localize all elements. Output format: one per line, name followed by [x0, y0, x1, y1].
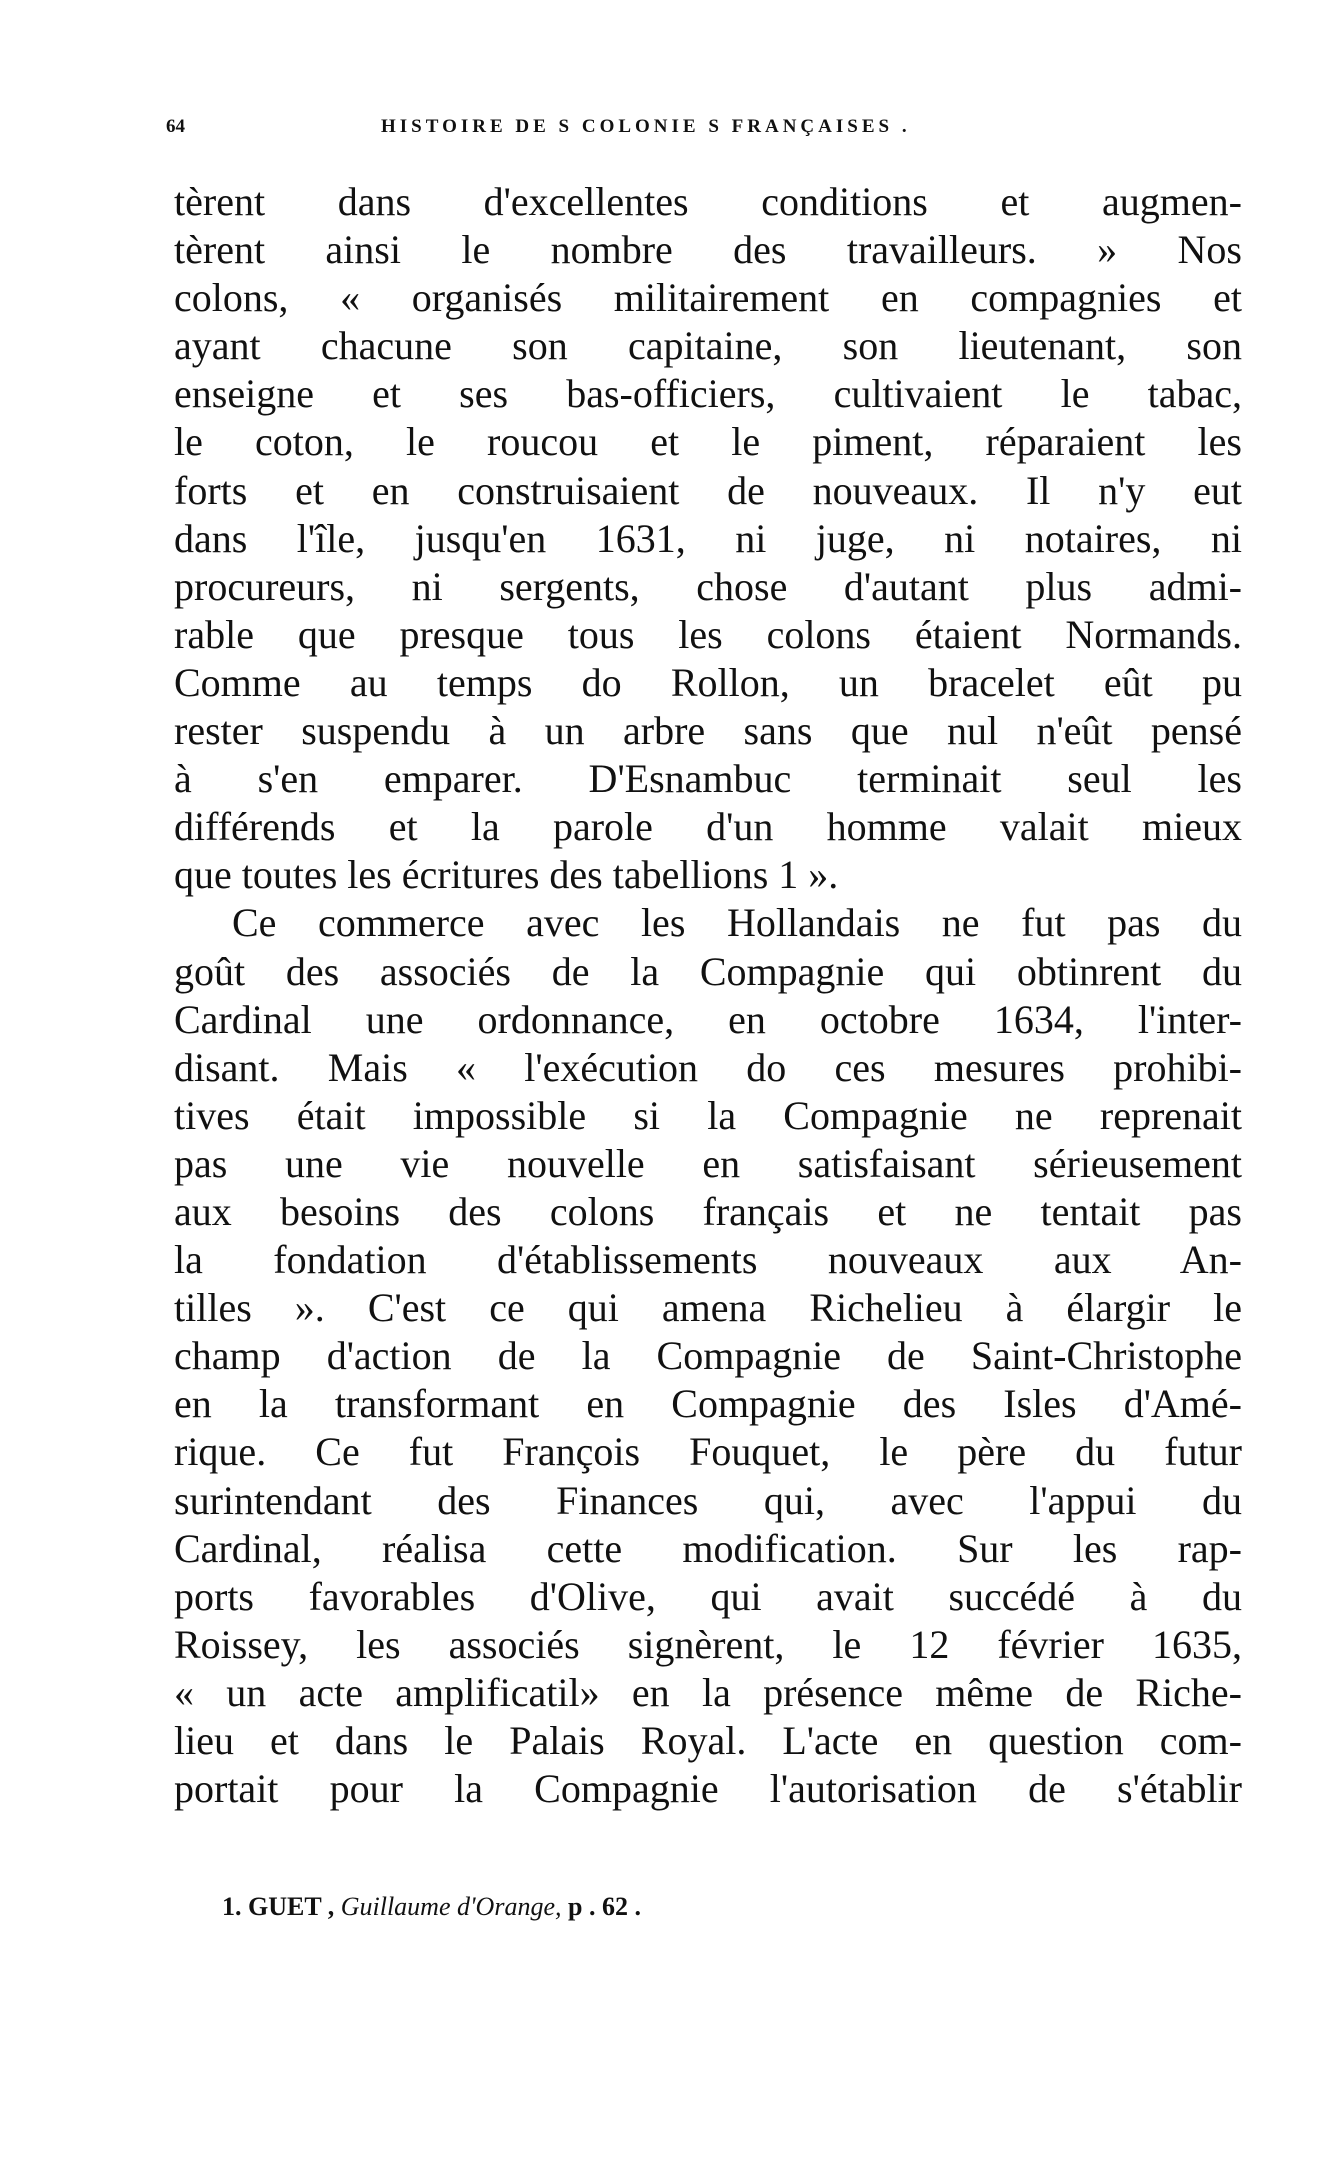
text-line: tilles ». C'est ce qui amena Richelieu à élargir le — [174, 1285, 1242, 1331]
text-line: champ d'action de la Compagnie de Saint-Christophe — [174, 1333, 1242, 1379]
text-line: à s'en emparer. D'Esnambuc terminait seul les — [174, 756, 1242, 802]
footnote-author: GUET , — [248, 1892, 335, 1921]
text-line: que toutes les écritures des tabellions 1 ». — [174, 852, 839, 898]
text-line: lieu et dans le Palais Royal. L'acte en question com- — [174, 1718, 1242, 1763]
text-line: Ce commerce avec les Hollandais ne fut pas du — [232, 900, 1242, 946]
text-line: Roissey, les associés signèrent, le 12 février 1635, — [174, 1621, 1242, 1667]
text-line: en la transformant en Compagnie des Isles d'Amé- — [174, 1381, 1242, 1427]
page-header — [166, 116, 1246, 146]
text-line: tèrent dans d'excellentes conditions et augmen- — [174, 179, 1242, 224]
text-line: aux besoins des colons français et ne tentait pas — [174, 1188, 1242, 1234]
text-line: colons, « organisés militairement en compagnies et — [174, 275, 1242, 321]
body-text — [174, 178, 1242, 1813]
text-line: rable que presque tous les colons étaient Normands. — [174, 611, 1242, 657]
text-line: pas une vie nouvelle en satisfaisant sérieusement — [174, 1140, 1242, 1186]
text-line: ayant chacune son capitaine, son lieutenant, son — [174, 323, 1242, 369]
footnote-title: Guillaume d'Orange, — [340, 1892, 562, 1921]
text-line: Cardinal une ordonnance, en octobre 1634, l'inter- — [174, 996, 1242, 1042]
text-line: enseigne et ses bas-officiers, cultivaient le tabac, — [174, 371, 1242, 417]
text-line: « un acte amplificatil» en la présence même de Riche- — [174, 1669, 1242, 1715]
footnote — [222, 1892, 641, 1922]
text-line: tèrent ainsi le nombre des travailleurs. » Nos — [174, 227, 1242, 273]
text-line: ports favorables d'Olive, qui avait succédé à du — [174, 1573, 1242, 1619]
footnote-page: p . 62 . — [567, 1892, 641, 1921]
text-line: forts et en construisaient de nouveaux. Il n'y eut — [174, 467, 1242, 513]
text-line: Comme au temps do Rollon, un bracelet eût pu — [174, 659, 1242, 705]
text-line: goût des associés de la Compagnie qui obtinrent du — [174, 948, 1242, 994]
text-line: procureurs, ni sergents, chose d'autant plus admi- — [174, 563, 1242, 609]
text-line: le coton, le roucou et le piment, réparaient les — [174, 419, 1242, 465]
text-line: différends et la parole d'un homme valait mieux — [174, 804, 1242, 850]
text-line: surintendant des Finances qui, avec l'appui du — [174, 1477, 1242, 1523]
page-number: 64 — [166, 116, 185, 137]
paragraph — [174, 178, 1242, 899]
text-line: rique. Ce fut François Fouquet, le père du futur — [174, 1429, 1242, 1475]
text-line: dans l'île, jusqu'en 1631, ni juge, ni notaires, ni — [174, 515, 1242, 561]
text-line: portait pour la Compagnie l'autorisation de s'établir — [174, 1766, 1242, 1812]
running-title: HISTOIRE DE S COLONIE S FRANÇAISES . — [381, 116, 911, 137]
text-line: tives était impossible si la Compagnie ne reprenait — [174, 1092, 1242, 1138]
footnote-number: 1. — [222, 1892, 242, 1921]
text-line: la fondation d'établissements nouveaux aux An- — [174, 1237, 1242, 1283]
text-line: disant. Mais « l'exécution do ces mesures prohibi- — [174, 1044, 1242, 1090]
paragraph — [174, 899, 1242, 1813]
text-line: Cardinal, réalisa cette modification. Sur les rap- — [174, 1525, 1242, 1571]
text-line: rester suspendu à un arbre sans que nul n'eût pensé — [174, 708, 1242, 754]
